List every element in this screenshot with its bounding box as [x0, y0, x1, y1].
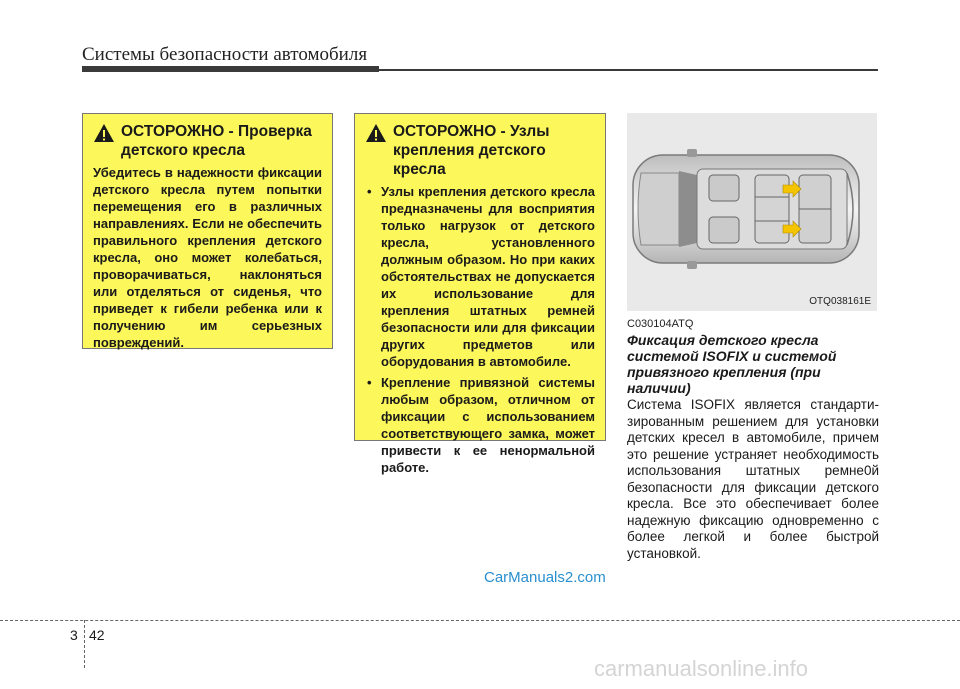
section-code: C030104ATQ [627, 318, 694, 330]
warning-triangle-icon [93, 123, 115, 143]
warning-header [93, 122, 322, 160]
warning-title: ОСТОРОЖНО - Проверка детского кресла [121, 123, 312, 159]
list-item: • Крепление привязной системы любым образом, отличном от фиксации с использованием соответствующего замка, может привести к ее ненормальной работе. [365, 374, 595, 476]
figure-code: OTQ038161E [809, 296, 871, 307]
list-item: • Узлы крепления детского кресла предназначены для восприятия только нагрузок от детского кресла, установленного должным образом. Но при каких обстоятельствах не допускается их использование для крепления штатных ремней безопасности или для фиксации других предметов или оборудования в автомобиле. [365, 183, 595, 370]
warning-box-child-seat-check [82, 113, 333, 349]
section-body: Система ISOFIX является стандартизированным решением для установки детских кресел в автомобиле, причем это решение устраняет необходимость использования штатных ремне0й безопасности для фиксации детского кресла. Все это обеспечивает более надежную фиксацию одновременно с более легкой и более быстрой установкой. [627, 397, 879, 561]
warning-header [365, 122, 595, 179]
watermark-link[interactable]: CarManuals2.com [484, 569, 606, 586]
chapter-number: 3 [70, 627, 78, 643]
vehicle-top-view-illustration [627, 113, 877, 311]
header-rule-thick [82, 66, 379, 72]
page-number: 42 [89, 627, 105, 643]
footer-vertical-divider [84, 620, 85, 668]
vehicle-top-view-figure [627, 113, 877, 311]
footer-divider [0, 620, 960, 621]
page-header-title: Системы безопасности автомобиля [82, 44, 368, 65]
warning-box-anchor-points [354, 113, 606, 475]
warning-list [365, 183, 595, 476]
warning-triangle-icon [365, 123, 387, 143]
warning-text: Убедитесь в надежности фиксации детского кресла путем попытки перемещения его в различных направлениях. Если не обеспечить правильного крепления детского кресла, оно может колебаться, проворачиваться, наклоняться или отделяться от сиденья, что приведет к гибели ребенка или к получению им серьезных повреждений. [93, 165, 322, 350]
header-rule-thin [379, 69, 878, 71]
site-watermark: carmanualsonline.info [594, 656, 809, 681]
warning-title: ОСТОРОЖНО - Узлы крепления детского кресла [393, 123, 550, 178]
section-title: Фиксация детского кресла системой ISOFIX и системой привязного крепления (при наличии) [627, 332, 837, 396]
